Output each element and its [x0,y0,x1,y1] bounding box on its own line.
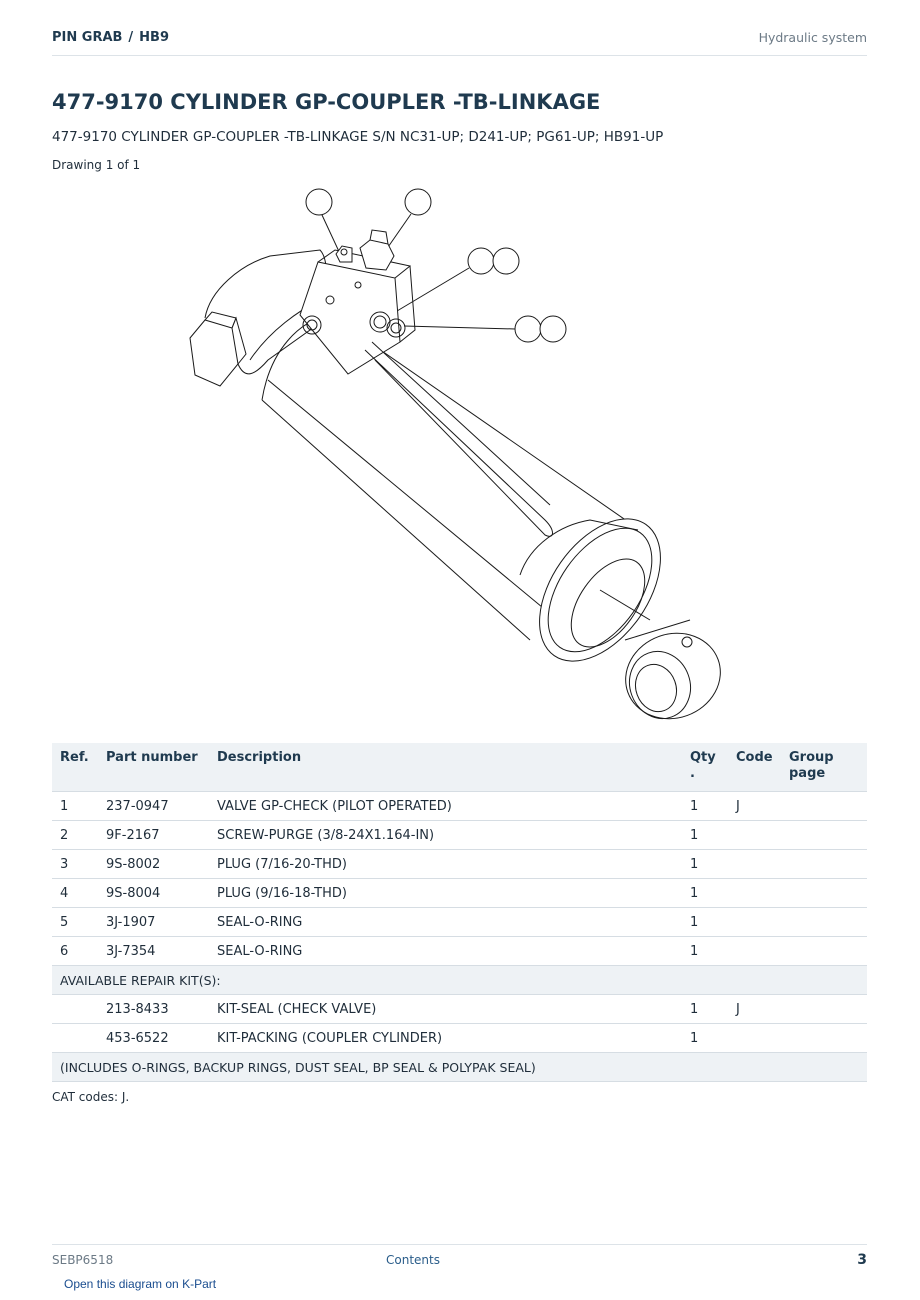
footer-divider [52,1244,867,1246]
row-code [728,850,781,879]
table-row [52,821,867,850]
kit-note: (INCLUDES O-RINGS, BACKUP RINGS, DUST SEAL, BP SEAL & POLYPAK SEAL) [52,1053,867,1082]
row-part-number[interactable]: 237-0947 [98,792,209,821]
col-ref-header: Ref. [52,743,98,792]
row-qty: 1 [682,792,728,821]
callout-circle [468,248,494,274]
row-qty: 1 [682,879,728,908]
row-group-page [781,908,867,937]
col-group-page-header [781,743,867,792]
kit-section-label: AVAILABLE REPAIR KIT(S): [52,966,867,995]
row-part-number[interactable]: 3J-7354 [98,937,209,966]
breadcrumb-separator: / [128,30,134,45]
row-ref: 6 [52,937,98,966]
table-row [52,879,867,908]
table-row [52,850,867,879]
col-qty-header [682,743,728,792]
row-code [728,908,781,937]
row-qty: 1 [682,995,728,1024]
row-group-page [781,937,867,966]
row-description: PLUG (9/16-18-THD) [209,879,682,908]
row-part-number[interactable]: 3J-1907 [98,908,209,937]
row-group-page [781,995,867,1024]
row-description: VALVE GP-CHECK (PILOT OPERATED) [209,792,682,821]
table-header-row [52,743,867,792]
row-group-page [781,821,867,850]
row-ref: 2 [52,821,98,850]
parts-diagram [180,180,740,730]
table-row [52,937,867,966]
row-code: J [728,792,781,821]
row-part-number[interactable]: 9S-8004 [98,879,209,908]
row-ref [52,1024,98,1053]
breadcrumb-item-model[interactable]: HB9 [139,30,170,45]
table-row [52,908,867,937]
row-group-page [781,850,867,879]
row-ref [52,995,98,1024]
row-part-number[interactable]: 9F-2167 [98,821,209,850]
document-id: SEBP6518 [52,1253,114,1267]
callout-circle [306,189,332,215]
callout-circle [493,248,519,274]
breadcrumb-item-machine[interactable]: PIN GRAB [52,30,123,45]
row-code [728,879,781,908]
row-description: SEAL-O-RING [209,937,682,966]
row-qty: 1 [682,1024,728,1053]
row-description: SEAL-O-RING [209,908,682,937]
contents-link[interactable]: Contents [386,1253,440,1267]
page-header [52,28,867,56]
callout-circle [515,316,541,342]
row-ref: 4 [52,879,98,908]
row-code [728,1024,781,1053]
row-description: PLUG (7/16-20-THD) [209,850,682,879]
row-group-page [781,792,867,821]
row-ref: 5 [52,908,98,937]
row-ref: 3 [52,850,98,879]
open-in-kpart-link[interactable]: Open this diagram on K-Part [64,1277,217,1291]
row-description: KIT-PACKING (COUPLER CYLINDER) [209,1024,682,1053]
row-code [728,937,781,966]
row-part-number[interactable]: 9S-8002 [98,850,209,879]
row-qty: 1 [682,821,728,850]
col-qty-label: Qty [690,750,716,765]
col-description-header: Description [209,743,682,792]
row-ref: 1 [52,792,98,821]
table-row [52,1024,867,1053]
row-code [728,821,781,850]
row-description: KIT-SEAL (CHECK VALVE) [209,995,682,1024]
page-number: 3 [857,1252,867,1268]
row-qty: 1 [682,850,728,879]
row-qty: 1 [682,908,728,937]
breadcrumb [52,30,169,45]
row-qty: 1 [682,937,728,966]
table-row [52,792,867,821]
col-code-header: Code [728,743,781,792]
col-group-label: Group [789,750,834,765]
row-code: J [728,995,781,1024]
row-part-number[interactable]: 213-8433 [98,995,209,1024]
parts-table [52,743,867,1082]
col-part-number-header: Part number [98,743,209,792]
callout-circle [405,189,431,215]
kit-section-header [52,966,867,995]
col-qty-label-dot: . [690,766,695,781]
kit-note-row [52,1053,867,1082]
table-row [52,995,867,1024]
row-description: SCREW-PURGE (3/8-24X1.164-IN) [209,821,682,850]
section-name: Hydraulic system [758,30,867,45]
cat-codes-note: CAT codes: J. [52,1090,130,1104]
row-part-number[interactable]: 453-6522 [98,1024,209,1053]
page-title: 477-9170 CYLINDER GP-COUPLER -TB-LINKAGE [52,90,601,114]
callout-circle [540,316,566,342]
page-subtitle: 477-9170 CYLINDER GP-COUPLER -TB-LINKAGE S/N NC31-UP; D241-UP; PG61-UP; HB91-UP [52,129,664,145]
drawing-count: Drawing 1 of 1 [52,158,141,172]
row-group-page [781,1024,867,1053]
row-group-page [781,879,867,908]
col-page-label: page [789,766,826,781]
